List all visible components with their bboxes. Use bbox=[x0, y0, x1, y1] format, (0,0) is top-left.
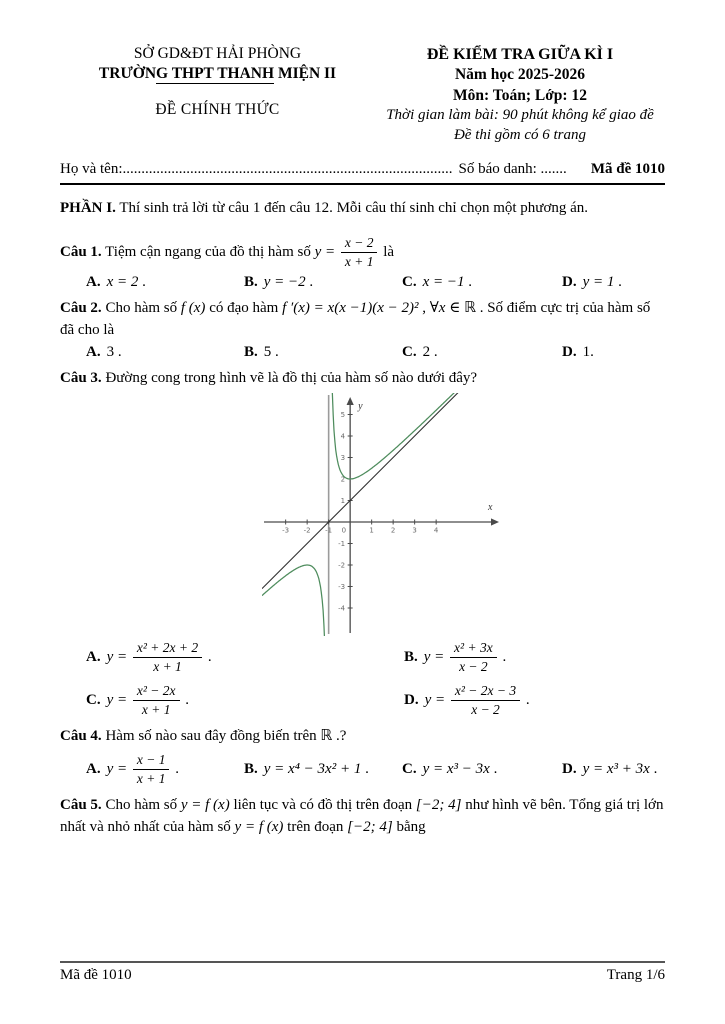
option-label: B. bbox=[244, 273, 258, 290]
question-number: Câu 1. bbox=[60, 243, 102, 260]
svg-text:-1: -1 bbox=[338, 540, 346, 549]
svg-text:1: 1 bbox=[369, 526, 374, 535]
function-graph bbox=[262, 393, 502, 636]
name-field: Họ và tên:........................................................................................ bbox=[60, 160, 453, 177]
cau-3-option-c bbox=[86, 682, 404, 719]
cau-3-options bbox=[86, 639, 665, 719]
fraction-denominator: x − 2 bbox=[459, 659, 488, 675]
cau-2-body bbox=[60, 298, 665, 342]
question-number: Câu 2. bbox=[60, 299, 102, 316]
text-segment: liên tục và có đồ thị trên đoạn bbox=[229, 797, 416, 814]
svg-text:-4: -4 bbox=[338, 604, 346, 613]
text-segment: trên đoạn bbox=[283, 818, 348, 835]
option-label: B. bbox=[244, 760, 258, 777]
fraction-numerator: x − 2 bbox=[341, 235, 378, 253]
option-label: A. bbox=[86, 760, 101, 777]
svg-text:3: 3 bbox=[340, 454, 346, 463]
text-segment: f (x) bbox=[180, 299, 206, 316]
text-segment: Hàm số nào sau đây đồng biến trên bbox=[101, 727, 321, 744]
fraction bbox=[133, 640, 202, 675]
text-segment: y = bbox=[106, 691, 131, 708]
text-segment: [−2; 4] bbox=[347, 818, 393, 835]
text-segment: y = f (x) bbox=[180, 797, 230, 814]
text-segment: . bbox=[305, 273, 314, 290]
fraction-numerator: x² + 3x bbox=[450, 640, 497, 658]
text-segment: x = −1 bbox=[422, 273, 465, 290]
svg-text:4: 4 bbox=[433, 526, 439, 535]
question-number: Câu 5. bbox=[60, 797, 102, 814]
fraction-numerator: x² − 2x − 3 bbox=[451, 683, 520, 701]
school-year: Năm học 2025-2026 bbox=[454, 66, 586, 84]
text-segment: Cho hàm số bbox=[101, 797, 181, 814]
fraction-denominator: x + 1 bbox=[344, 253, 374, 269]
cau-4-option-a bbox=[86, 751, 244, 788]
cau-1-body bbox=[60, 234, 665, 271]
text-segment: y = bbox=[314, 243, 339, 260]
cau-3-option-a bbox=[86, 639, 404, 676]
text-segment: Tiệm cận ngang của đồ thị hàm số bbox=[101, 243, 315, 260]
text-segment: .? bbox=[332, 727, 347, 744]
option-label: A. bbox=[86, 273, 101, 290]
question-cau-5 bbox=[60, 795, 668, 839]
fraction-denominator: x + 1 bbox=[141, 701, 171, 717]
text-segment: là bbox=[379, 243, 395, 260]
question-cau-1 bbox=[60, 234, 665, 291]
time-limit: Thời gian làm bài: 90 phút không kể giao đề bbox=[386, 107, 654, 124]
fraction-denominator: x + 1 bbox=[153, 659, 182, 675]
svg-text:0: 0 bbox=[341, 526, 347, 535]
school-name: TRƯỜNG THPT THANH MIỆN II bbox=[98, 65, 337, 83]
text-segment: 3 . bbox=[106, 344, 122, 361]
text-segment: y = bbox=[423, 649, 449, 666]
svg-text:3: 3 bbox=[412, 526, 417, 535]
text-segment: y = f (x) bbox=[234, 818, 284, 835]
cau-4-option-d bbox=[562, 761, 665, 778]
text-segment: [−2; 4] bbox=[415, 797, 462, 814]
cau-4-option-b bbox=[244, 761, 402, 778]
header-right-block bbox=[375, 44, 665, 146]
option-label: C. bbox=[402, 344, 417, 361]
text-segment: , bbox=[418, 299, 430, 316]
question-cau-4 bbox=[60, 726, 665, 788]
svg-text:4: 4 bbox=[340, 432, 346, 441]
text-segment: ∀x ∈ ℝ bbox=[429, 299, 476, 316]
svg-text:-3: -3 bbox=[338, 583, 346, 592]
cau-2-option-b bbox=[244, 344, 402, 361]
text-segment: ℝ bbox=[320, 727, 333, 744]
footer-exam-code: Mã đề 1010 bbox=[60, 967, 132, 983]
school-name-underlined: G THPT THANH bbox=[156, 65, 275, 83]
fraction bbox=[341, 235, 378, 270]
fraction-numerator: x − 1 bbox=[133, 752, 170, 770]
option-label: A. bbox=[86, 649, 101, 666]
cau-1-option-d bbox=[562, 274, 665, 291]
text-segment: . bbox=[498, 649, 507, 666]
text-segment: . bbox=[649, 760, 658, 777]
question-number: Câu 3. bbox=[60, 370, 102, 387]
option-label: B. bbox=[244, 344, 258, 361]
candidate-number-field: Số báo danh: ....... bbox=[458, 160, 567, 177]
text-segment: . bbox=[361, 760, 369, 777]
fraction bbox=[133, 683, 180, 718]
text-segment: . bbox=[614, 273, 622, 290]
question-cau-3 bbox=[60, 368, 665, 719]
cau-3-option-d bbox=[404, 682, 665, 719]
header-left-block bbox=[60, 44, 375, 146]
svg-text:x: x bbox=[488, 502, 493, 514]
question-cau-2 bbox=[60, 298, 665, 362]
curve-graph-svg bbox=[262, 393, 502, 636]
text-segment: y = bbox=[106, 649, 131, 666]
option-label: B. bbox=[404, 649, 418, 666]
option-label: C. bbox=[86, 691, 101, 708]
cau-2-options bbox=[86, 344, 665, 361]
option-label: D. bbox=[562, 344, 577, 361]
option-label: C. bbox=[402, 760, 417, 777]
svg-text:y: y bbox=[358, 401, 363, 413]
fraction-numerator: x² + 2x + 2 bbox=[133, 640, 202, 658]
exam-header bbox=[60, 44, 665, 146]
exam-code-badge: Mã đề 1010 bbox=[590, 160, 665, 177]
svg-text:1: 1 bbox=[340, 497, 346, 506]
fraction bbox=[451, 683, 520, 718]
cau-2-option-d bbox=[562, 344, 665, 361]
text-segment: . bbox=[171, 760, 179, 777]
cau-1-option-b bbox=[244, 274, 402, 291]
text-segment: y = x⁴ − 3x² + 1 bbox=[263, 760, 362, 777]
fraction-numerator: x² − 2x bbox=[133, 683, 180, 701]
text-segment: . bbox=[489, 760, 498, 777]
cau-3-body bbox=[60, 368, 665, 390]
cau-4-body bbox=[60, 726, 665, 748]
cau-2-option-a bbox=[86, 344, 244, 361]
svg-text:-2: -2 bbox=[303, 526, 311, 535]
fraction-denominator: x + 1 bbox=[136, 770, 166, 786]
text-segment: Cho hàm số bbox=[101, 299, 181, 316]
text-segment: . bbox=[522, 691, 530, 708]
questions-area bbox=[60, 234, 668, 839]
option-label: D. bbox=[404, 691, 419, 708]
svg-text:5: 5 bbox=[340, 411, 346, 420]
text-segment: 1. bbox=[582, 344, 594, 361]
fraction bbox=[450, 640, 497, 675]
fraction bbox=[133, 752, 170, 787]
footer-page-number: Trang 1/6 bbox=[606, 967, 665, 983]
text-segment: Đường cong trong hình vẽ là đồ thị của hàm số nào dưới đây? bbox=[101, 370, 478, 387]
page-count-note: Đề thi gồm có 6 trang bbox=[453, 126, 587, 143]
fraction-denominator: x − 2 bbox=[471, 701, 500, 717]
text-segment: y = x³ + 3x bbox=[582, 760, 650, 777]
part1-instructions: Thí sinh trả lời từ câu 1 đến câu 12. Mỗi câu thí sinh chỉ chọn một phương án. bbox=[115, 199, 589, 216]
text-segment: y = bbox=[106, 760, 131, 777]
cau-4-options bbox=[86, 751, 665, 788]
text-segment: 2 . bbox=[422, 344, 438, 361]
text-segment: có đạo hàm bbox=[205, 299, 283, 316]
cau-4-option-c bbox=[402, 761, 562, 778]
candidate-info-row bbox=[60, 161, 665, 185]
subject-grade: Môn: Toán; Lớp: 12 bbox=[453, 86, 587, 104]
text-segment: y = 1 bbox=[582, 273, 615, 290]
svg-text:-3: -3 bbox=[282, 526, 290, 535]
text-segment: f ′(x) = x(x −1)(x − 2)² bbox=[282, 299, 419, 316]
exam-title: ĐỀ KIỂM TRA GIỮA KÌ I bbox=[426, 46, 614, 63]
text-segment: y = x³ − 3x bbox=[422, 760, 490, 777]
text-segment: x = 2 bbox=[106, 273, 139, 290]
cau-2-option-c bbox=[402, 344, 562, 361]
cau-3-option-b bbox=[404, 639, 665, 676]
cau-5-body bbox=[60, 795, 668, 839]
text-segment: . bbox=[204, 649, 212, 666]
option-label: A. bbox=[86, 344, 101, 361]
text-segment: . Số điểm cực trị của hàm số đã cho là bbox=[60, 299, 655, 338]
svg-text:-2: -2 bbox=[338, 561, 346, 570]
part1-heading bbox=[60, 198, 665, 219]
page-footer bbox=[60, 961, 665, 984]
svg-text:2: 2 bbox=[390, 526, 396, 535]
text-segment: . bbox=[181, 691, 190, 708]
cau-1-options bbox=[86, 274, 665, 291]
text-segment: . bbox=[464, 273, 472, 290]
text-segment: 5 . bbox=[263, 344, 279, 361]
option-label: D. bbox=[562, 273, 577, 290]
svg-text:2: 2 bbox=[340, 475, 346, 484]
option-label: D. bbox=[562, 760, 577, 777]
cau-1-option-a bbox=[86, 274, 244, 291]
text-segment: bằng bbox=[392, 818, 426, 835]
department-name: SỞ GD&ĐT HẢI PHÒNG bbox=[133, 45, 302, 62]
official-exam-label: ĐỀ CHÍNH THỨC bbox=[155, 100, 280, 118]
text-segment: . bbox=[138, 273, 146, 290]
part1-title: PHẦN I. bbox=[60, 199, 116, 216]
svg-text:-1: -1 bbox=[325, 526, 333, 535]
text-segment: y = bbox=[424, 691, 449, 708]
text-segment: như hình vẽ bên. Tổng giá trị lớn nhất và nhỏ nhất của hàm số bbox=[60, 797, 668, 835]
option-label: C. bbox=[402, 273, 417, 290]
question-number: Câu 4. bbox=[60, 727, 102, 744]
text-segment: y = −2 bbox=[263, 273, 306, 290]
cau-1-option-c bbox=[402, 274, 562, 291]
